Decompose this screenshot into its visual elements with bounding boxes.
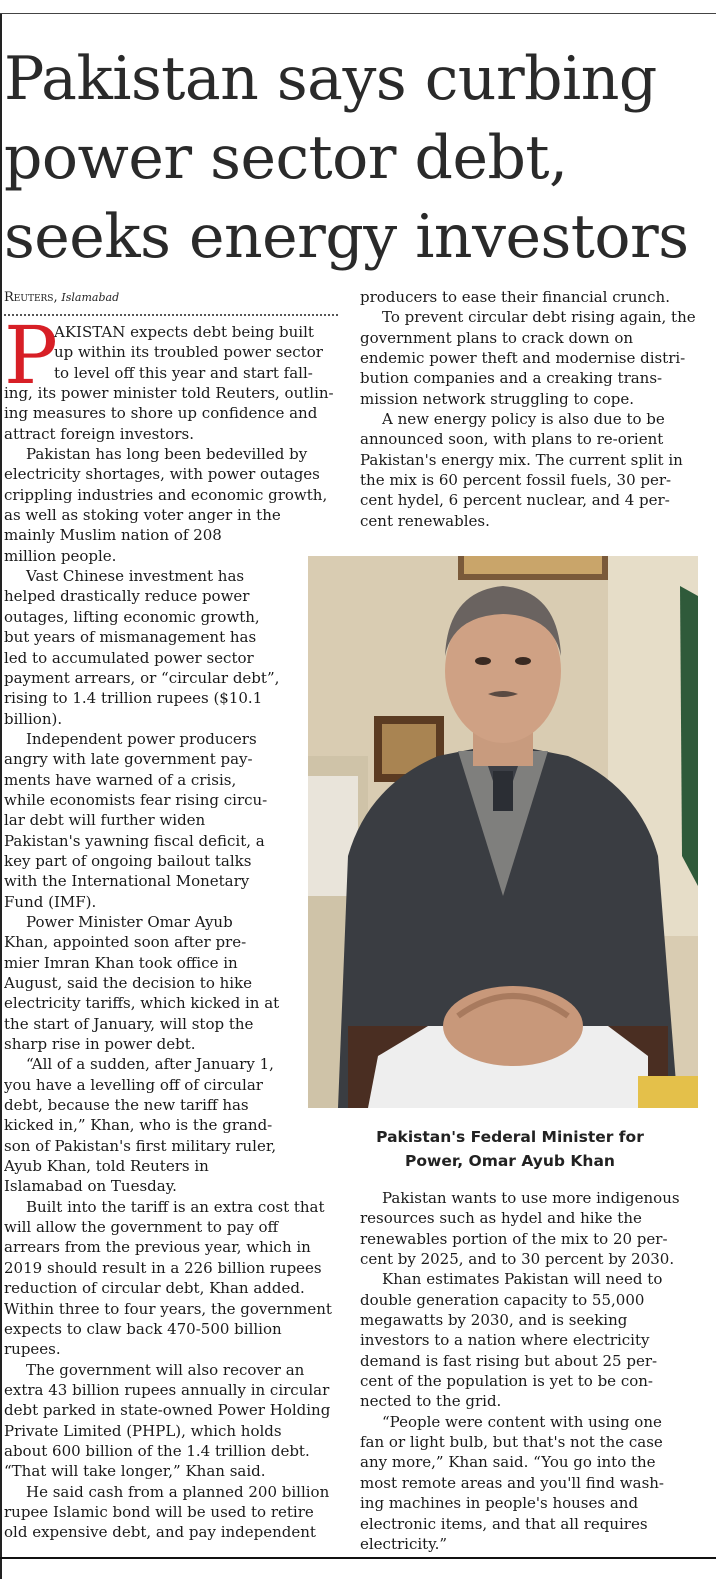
text-line: investors to a nation where electricity [360,1331,650,1350]
byline [4,289,338,306]
photo-caption [340,1125,680,1173]
text-line: electronic items, and that all requires [360,1514,648,1533]
text-line: outages, lifting economic growth, [4,607,260,626]
text-line: you have a levelling off of circular [4,1075,263,1094]
text-line: electricity tariffs, which kicked in at [4,994,280,1013]
text-line: helped drastically reduce power [4,587,250,606]
text-line: up within its troubled power sector [54,343,323,362]
text-line: extra 43 billion rupees annually in circular [4,1380,330,1399]
text-line: “People were content with using one [382,1412,662,1431]
text-line: Khan estimates Pakistan will need to [382,1270,663,1289]
text-line: double generation capacity to 55,000 [360,1290,645,1309]
text-line: ments have warned of a crisis, [4,770,237,789]
right-column-bottom [360,1188,700,1554]
headline-line: seeks energy investors [4,202,689,272]
minister-photo [308,556,698,1108]
text-line: Khan, appointed soon after pre- [4,933,247,952]
text-line: Built into the tariff is an extra cost that [26,1197,325,1216]
text-line: rupees. [4,1340,61,1359]
text-line: Power Minister Omar Ayub [26,912,233,931]
text-line: to level off this year and start fall- [54,363,313,382]
text-line: son of Pakistan's first military ruler, [4,1136,277,1155]
text-line: million people. [4,546,117,565]
left-column [4,309,340,1543]
text-line: Ayub Khan, told Reuters in [4,1157,209,1176]
text-line: announced soon, with plans to re-orient [360,430,664,449]
text-line: rising to 1.4 trillion rupees ($10.1 [4,689,263,708]
text-line: resources such as hydel and hike the [360,1209,642,1228]
byline-agency: Reuters, [4,290,58,305]
text-line: crippling industries and economic growth, [4,485,328,504]
text-line: Pakistan's energy mix. The current split in [360,450,683,469]
text-line: electricity.” [360,1534,448,1553]
caption-line: Pakistan's Federal Minister for [376,1128,644,1146]
text-line: megawatts by 2030, and is seeking [360,1311,628,1330]
text-line: producers to ease their financial crunch. [360,288,670,306]
text-line: Within three to four years, the government [4,1299,332,1318]
text-line: key part of ongoing bailout talks [4,851,252,870]
caption-line: Power, Omar Ayub Khan [405,1152,615,1170]
text-line: renewables portion of the mix to 20 per- [360,1229,668,1248]
text-line: as well as stoking voter anger in the [4,506,281,525]
text-line: The government will also recover an [26,1360,305,1379]
text-line: debt parked in state-owned Power Holding [4,1401,331,1420]
headline-line: power sector debt, [4,123,568,193]
text-line: To prevent circular debt rising again, the [382,308,696,327]
text-line: ing machines in people's houses and [360,1494,639,1513]
text-line: expects to claw back 470-500 billion [4,1319,282,1338]
text-line: will allow the government to pay off [4,1218,279,1237]
text-line: nected to the grid. [360,1392,502,1411]
article-headline [4,40,716,277]
text-line: with the International Monetary [4,872,250,891]
text-line: “That will take longer,” Khan said. [4,1462,266,1481]
text-line: the mix is 60 percent fossil fuels, 30 per- [360,471,672,490]
headline-line: Pakistan says curbing [4,44,657,114]
text-line: He said cash from a planned 200 billion [26,1482,330,1501]
text-line: ing, its power minister told Reuters, outlin- [4,384,334,403]
text-line: A new energy policy is also due to be [382,410,665,429]
text-line: billion). [4,709,63,728]
text-line: fan or light bulb, but that's not the case [360,1433,663,1452]
text-line: Pakistan's yawning fiscal deficit, a [4,831,265,850]
text-line: arrears from the previous year, which in [4,1238,311,1257]
text-line: demand is fast rising but about 25 per- [360,1351,658,1370]
text-line: kicked in,” Khan, who is the grand- [4,1116,273,1135]
text-line: Private Limited (PHPL), which holds [4,1421,282,1440]
text-line: any more,” Khan said. “You go into the [360,1453,656,1472]
text-line: government plans to crack down on [360,328,634,347]
text-line: bution companies and a creaking trans- [360,369,663,388]
text-line: cent by 2025, and to 30 percent by 2030. [360,1250,675,1269]
text-line: the start of January, will stop the [4,1014,254,1033]
text-line: while economists fear rising circu- [4,790,268,809]
text-line: payment arrears, or “circular debt”, [4,668,280,687]
text-line: cent hydel, 6 percent nuclear, and 4 per- [360,491,670,510]
byline-place: Islamabad [61,291,120,304]
text-line: most remote areas and you'll find wash- [360,1473,664,1492]
text-line: “All of a sudden, after January 1, [26,1055,274,1074]
text-line: ing measures to shore up confidence and [4,404,318,423]
text-line: debt, because the new tariff has [4,1096,249,1115]
text-line: mier Imran Khan took office in [4,953,238,972]
text-line: electricity shortages, with power outages [4,465,320,484]
text-line: 2019 should result in a 226 billion rupees [4,1258,322,1277]
text-line: angry with late government pay- [4,750,253,769]
drop-cap: P [4,309,58,402]
text-line: but years of mismanagement has [4,628,257,647]
text-line: AKISTAN expects debt being built [54,323,314,341]
text-line: old expensive debt, and pay independent [4,1523,316,1542]
text-line: reduction of circular debt, Khan added. [4,1279,305,1298]
text-line: Vast Chinese investment has [26,567,245,586]
left-border [0,14,2,1579]
text-line: endemic power theft and modernise distri- [360,349,686,368]
text-line: mainly Muslim nation of 208 [4,526,222,545]
text-line: about 600 billion of the 1.4 trillion debt. [4,1441,310,1460]
text-line: Pakistan has long been bedevilled by [26,445,308,464]
text-line: Pakistan wants to use more indigenous [382,1189,680,1207]
text-line: rupee Islamic bond will be used to retire [4,1502,314,1521]
text-line: cent renewables. [360,511,490,530]
top-rule [0,13,716,14]
text-line: August, said the decision to hike [4,974,253,992]
text-line: Islamabad on Tuesday. [4,1177,177,1196]
text-line: attract foreign investors. [4,424,194,443]
text-line: Independent power producers [26,729,257,748]
text-line: mission network struggling to cope. [360,389,635,408]
text-line: Fund (IMF). [4,892,97,911]
bottom-rule [0,1557,716,1559]
text-line: lar debt will further widen [4,811,206,830]
right-column-top [360,287,700,531]
text-line: cent of the population is yet to be con- [360,1372,653,1391]
text-line: sharp rise in power debt. [4,1035,196,1054]
text-line: led to accumulated power sector [4,648,254,667]
